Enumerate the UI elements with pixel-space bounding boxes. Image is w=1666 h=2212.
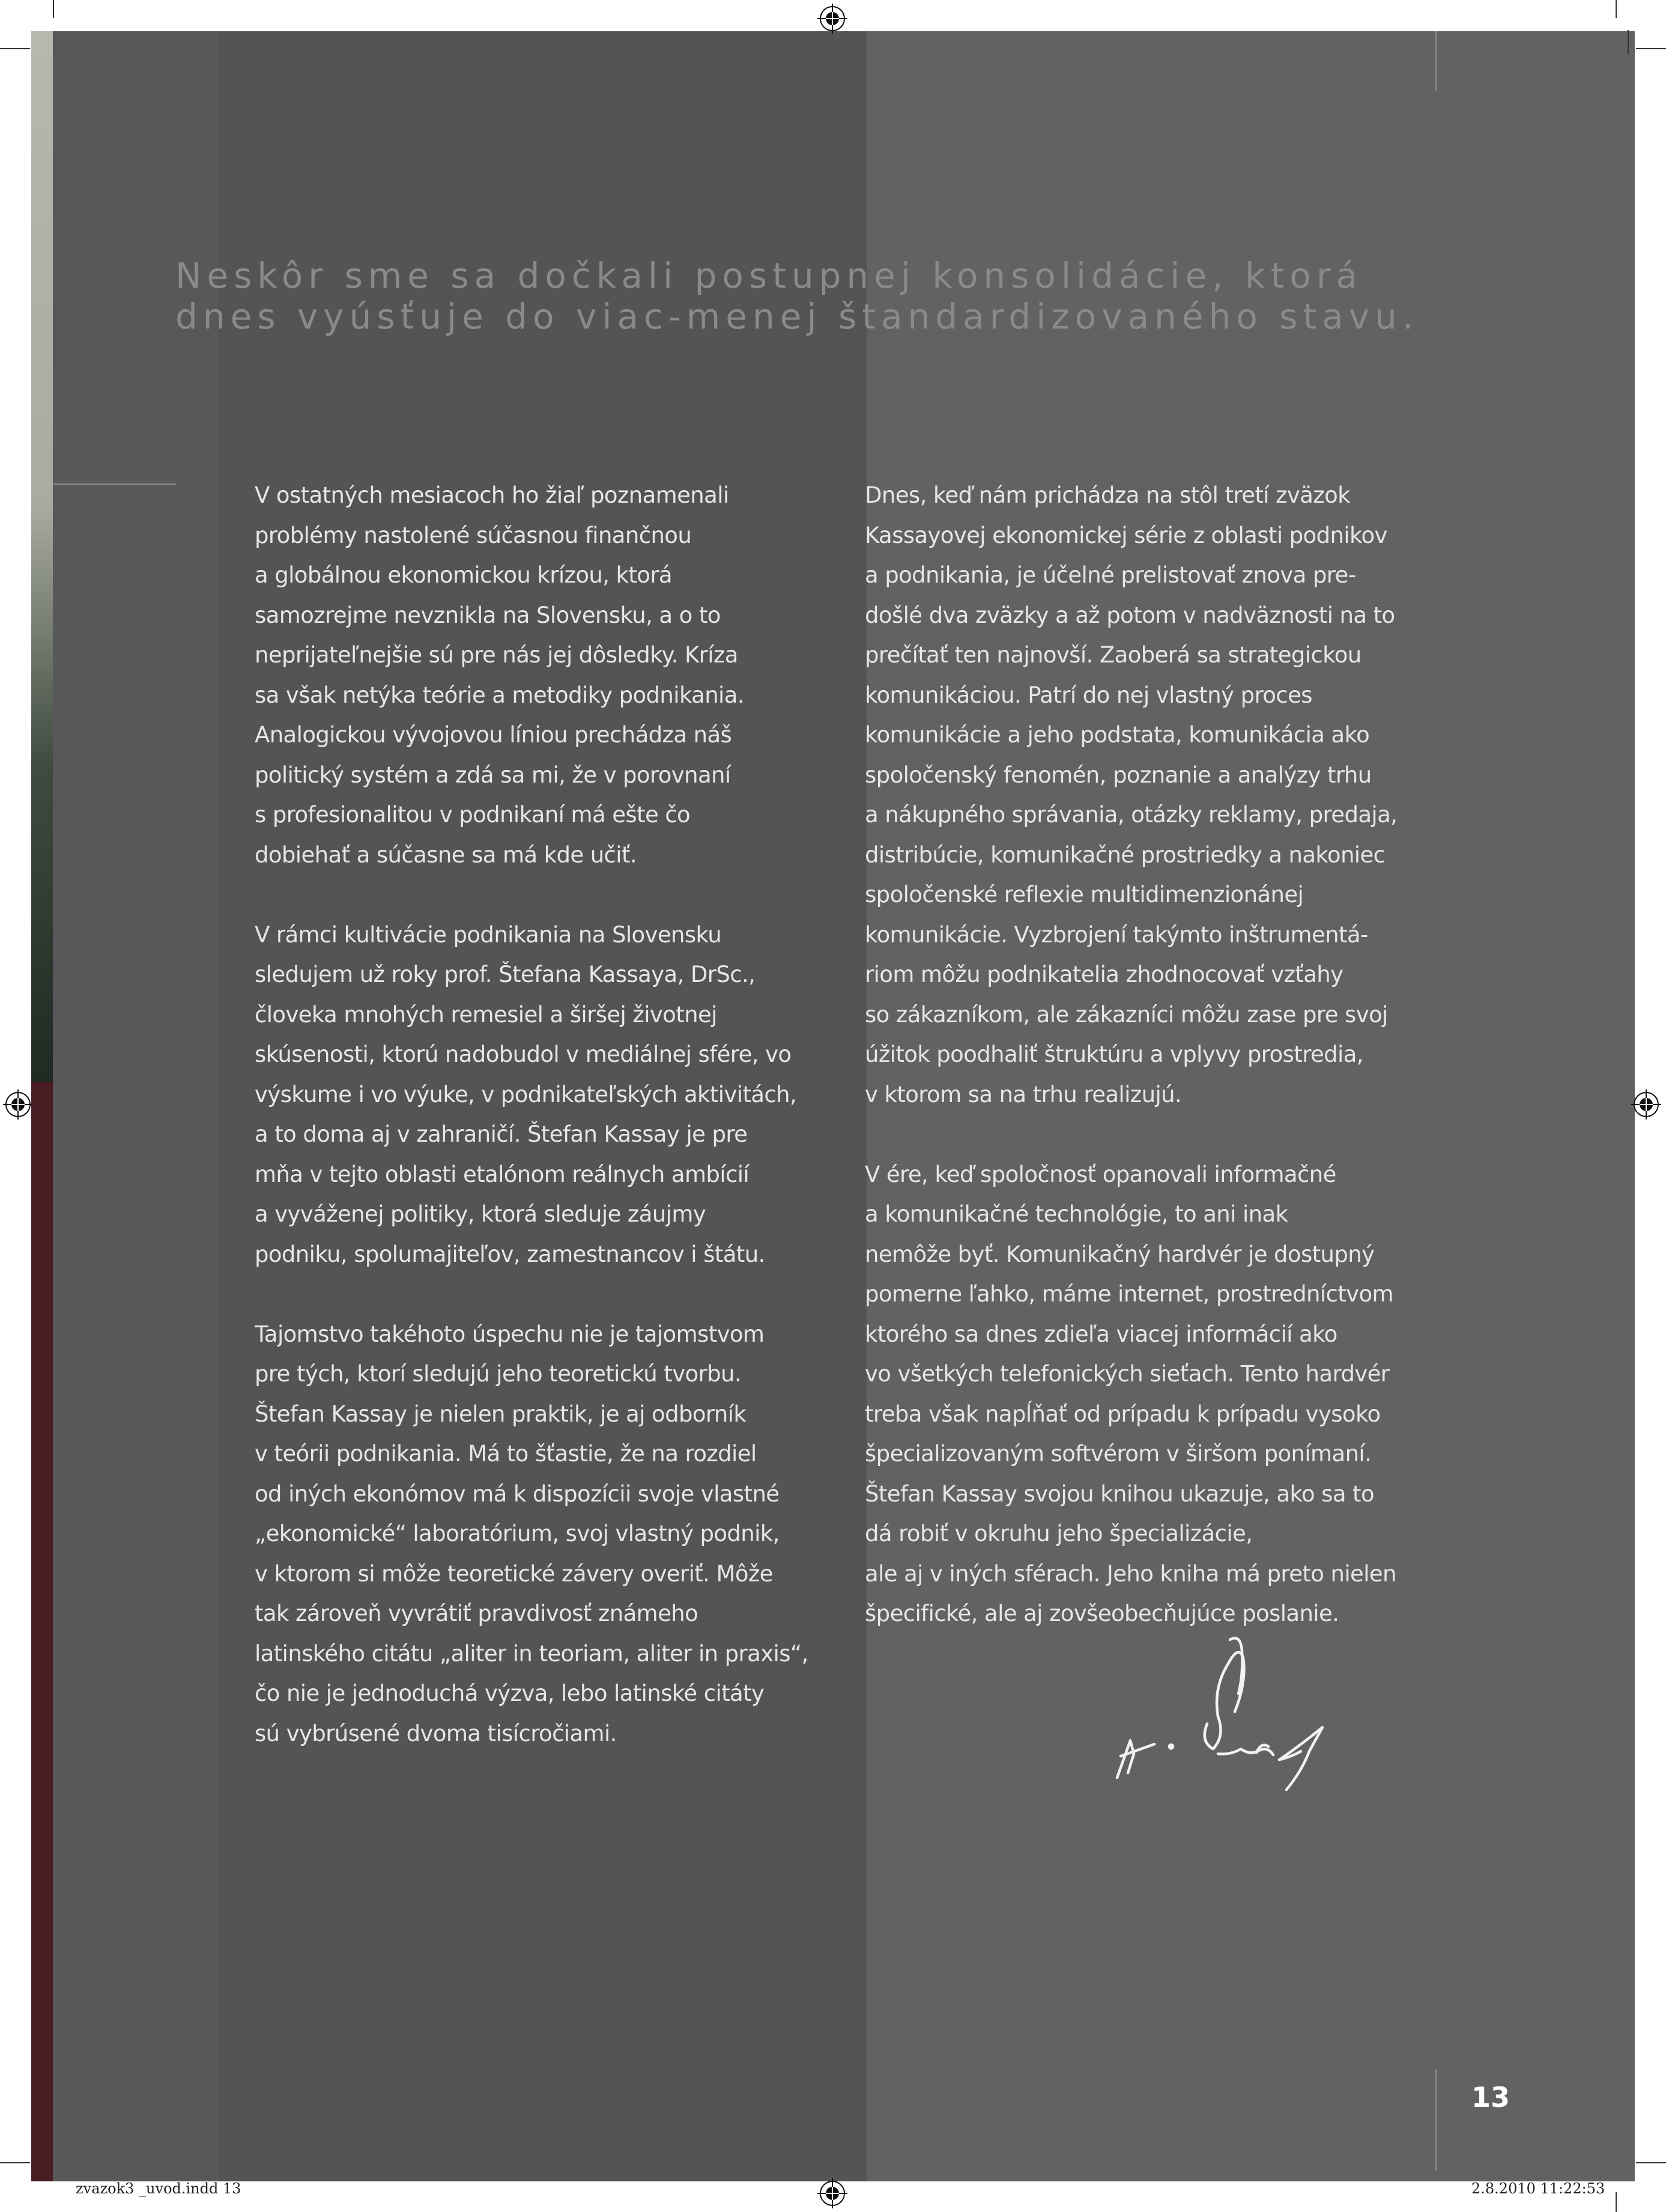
crop-mark: [0, 48, 30, 49]
registration-mark-icon: [1630, 1088, 1662, 1121]
edge-photo-strip: [31, 31, 53, 1082]
paragraph: Dnes, keď nám prichádza na stôl tretí zväzok Kassayovej ekonomickej série z oblasti podnikov a podnikania, je účelné prelistovať znova pre- došlé dva zväzky a až potom v nadväznosti na to prečítať ten najnovší. Zaoberá sa strategickou komunikáciou. Patrí do nej vlastný proces komunikácie a jeho podstata, komunikácia ako spoločenský fenomén, poznanie a analýzy trhu a nákupného správania, otázky reklamy, predaja, distribúcie, komunikačné prostriedky a nakoniec spoločenské reflexie multidimenzionánej komunikácie. Vyzbrojení takýmto inštrumentá- riom môžu podnikatelia zhodnocovať vzťahy so zákazníkom, ale zákazníci môžu zase pre svoj úžitok poodhaliť štruktúru a vplyvy prostredia, v ktorom sa na trhu realizujú.: [865, 482, 1398, 1108]
crop-mark: [1628, 30, 1629, 54]
crop-mark: [1636, 2162, 1666, 2163]
text-column-right: [865, 476, 1441, 1674]
slug-timestamp: 2.8.2010 11:22:53: [1471, 2180, 1605, 2197]
top-rule: [1435, 31, 1437, 91]
text-column-left: [255, 476, 831, 1794]
edge-color-strip: [31, 1082, 53, 2181]
margin-rule: [53, 483, 176, 485]
paragraph: V ostatných mesiacoch ho žiaľ poznamenali problémy nastolené súčasnou finančnou a globálnou ekonomickou krízou, ktorá samozrejme nevznikla na Slovensku, a o to neprijateľnejšie sú pre nás jej dôsledky. Kríza sa však netýka teórie a metodiky podnikania. Analogickou vývojovou líniou prechádza náš politický systém a zdá sa mi, že v porovnaní s profesionalitou v podnikaní má ešte čo dobiehať a súčasne sa má kde učiť.: [255, 482, 744, 868]
headline: [175, 255, 1467, 337]
crop-mark: [1616, 2192, 1617, 2212]
signature-icon: [1099, 1616, 1393, 1832]
registration-mark-icon: [816, 2177, 849, 2210]
crop-mark: [53, 0, 54, 18]
headline-line-1: Neskôr sme sa dočkali postupnej konsolidácie, ktorá: [175, 255, 1363, 296]
paragraph: Tajomstvo takéhoto úspechu nie je tajomstvom pre tých, ktorí sledujú jeho teoretickú tvorbu. Štefan Kassay je nielen praktik, je aj odborník v teórii podnikania. Má to šťastie, že na rozdiel od iných ekonómov má k dispozícii svoje vlastné „ekonomické“ laboratórium, svoj vlastný podnik, v ktorom si môže teoretické závery overiť. Môže tak zároveň vyvrátiť pravdivosť známeho latinského citátu „aliter in teoriam, aliter in praxis“, čo nie je jednoduchá výzva, lebo latinské citáty sú vybrúsené dvoma tisícročiami.: [255, 1321, 808, 1747]
headline-line-2: dnes vyúsťuje do viac-menej štandardizovaného stavu.: [175, 296, 1419, 337]
paragraph: V ére, keď spoločnosť opanovali informačné a komunikačné technológie, to ani inak nemôže byť. Komunikačný hardvér je dostupný pomerne ľahko, máme internet, prostredníctvom ktorého sa dnes zdieľa viacej informácií ako vo všetkých telefonických sieťach. Tento hardvér treba však napĺňať od prípadu k prípadu vysoko špecializovaným softvérom v širšom ponímaní. Štefan Kassay svojou knihou ukazuje, ako sa to dá robiť v okruhu jeho špecializácie, ale aj v iných sférach. Jeho kniha má preto nielen špecifické, ale aj zovšeobecňujúce poslanie.: [865, 1161, 1396, 1626]
left-margin-panel: [53, 31, 218, 2181]
registration-mark-icon: [816, 2, 849, 35]
slug-filename: zvazok3 _uvod.indd 13: [76, 2180, 241, 2197]
paragraph: V rámci kultivácie podnikania na Slovensku sledujem už roky prof. Štefana Kassaya, DrSc., človeka mnohých remesiel a širšej životnej skúsenosti, ktorú nadobudol v mediálnej sfére, vo výskume i vo výuke, v podnikateľských aktivitách, a to doma aj v zahraničí. Štefan Kassay je pre mňa v tejto oblasti etalónom reálnych ambícií a vyváženej politiky, ktorá sleduje záujmy podniku, spolumajiteľov, zamestnancov i štátu.: [255, 921, 797, 1267]
page-number: 13: [1471, 2081, 1510, 2114]
crop-mark: [1636, 48, 1666, 49]
crop-mark: [1616, 0, 1617, 18]
footer-rule: [1435, 2069, 1437, 2171]
crop-mark: [0, 2162, 30, 2163]
registration-mark-icon: [2, 1088, 34, 1121]
